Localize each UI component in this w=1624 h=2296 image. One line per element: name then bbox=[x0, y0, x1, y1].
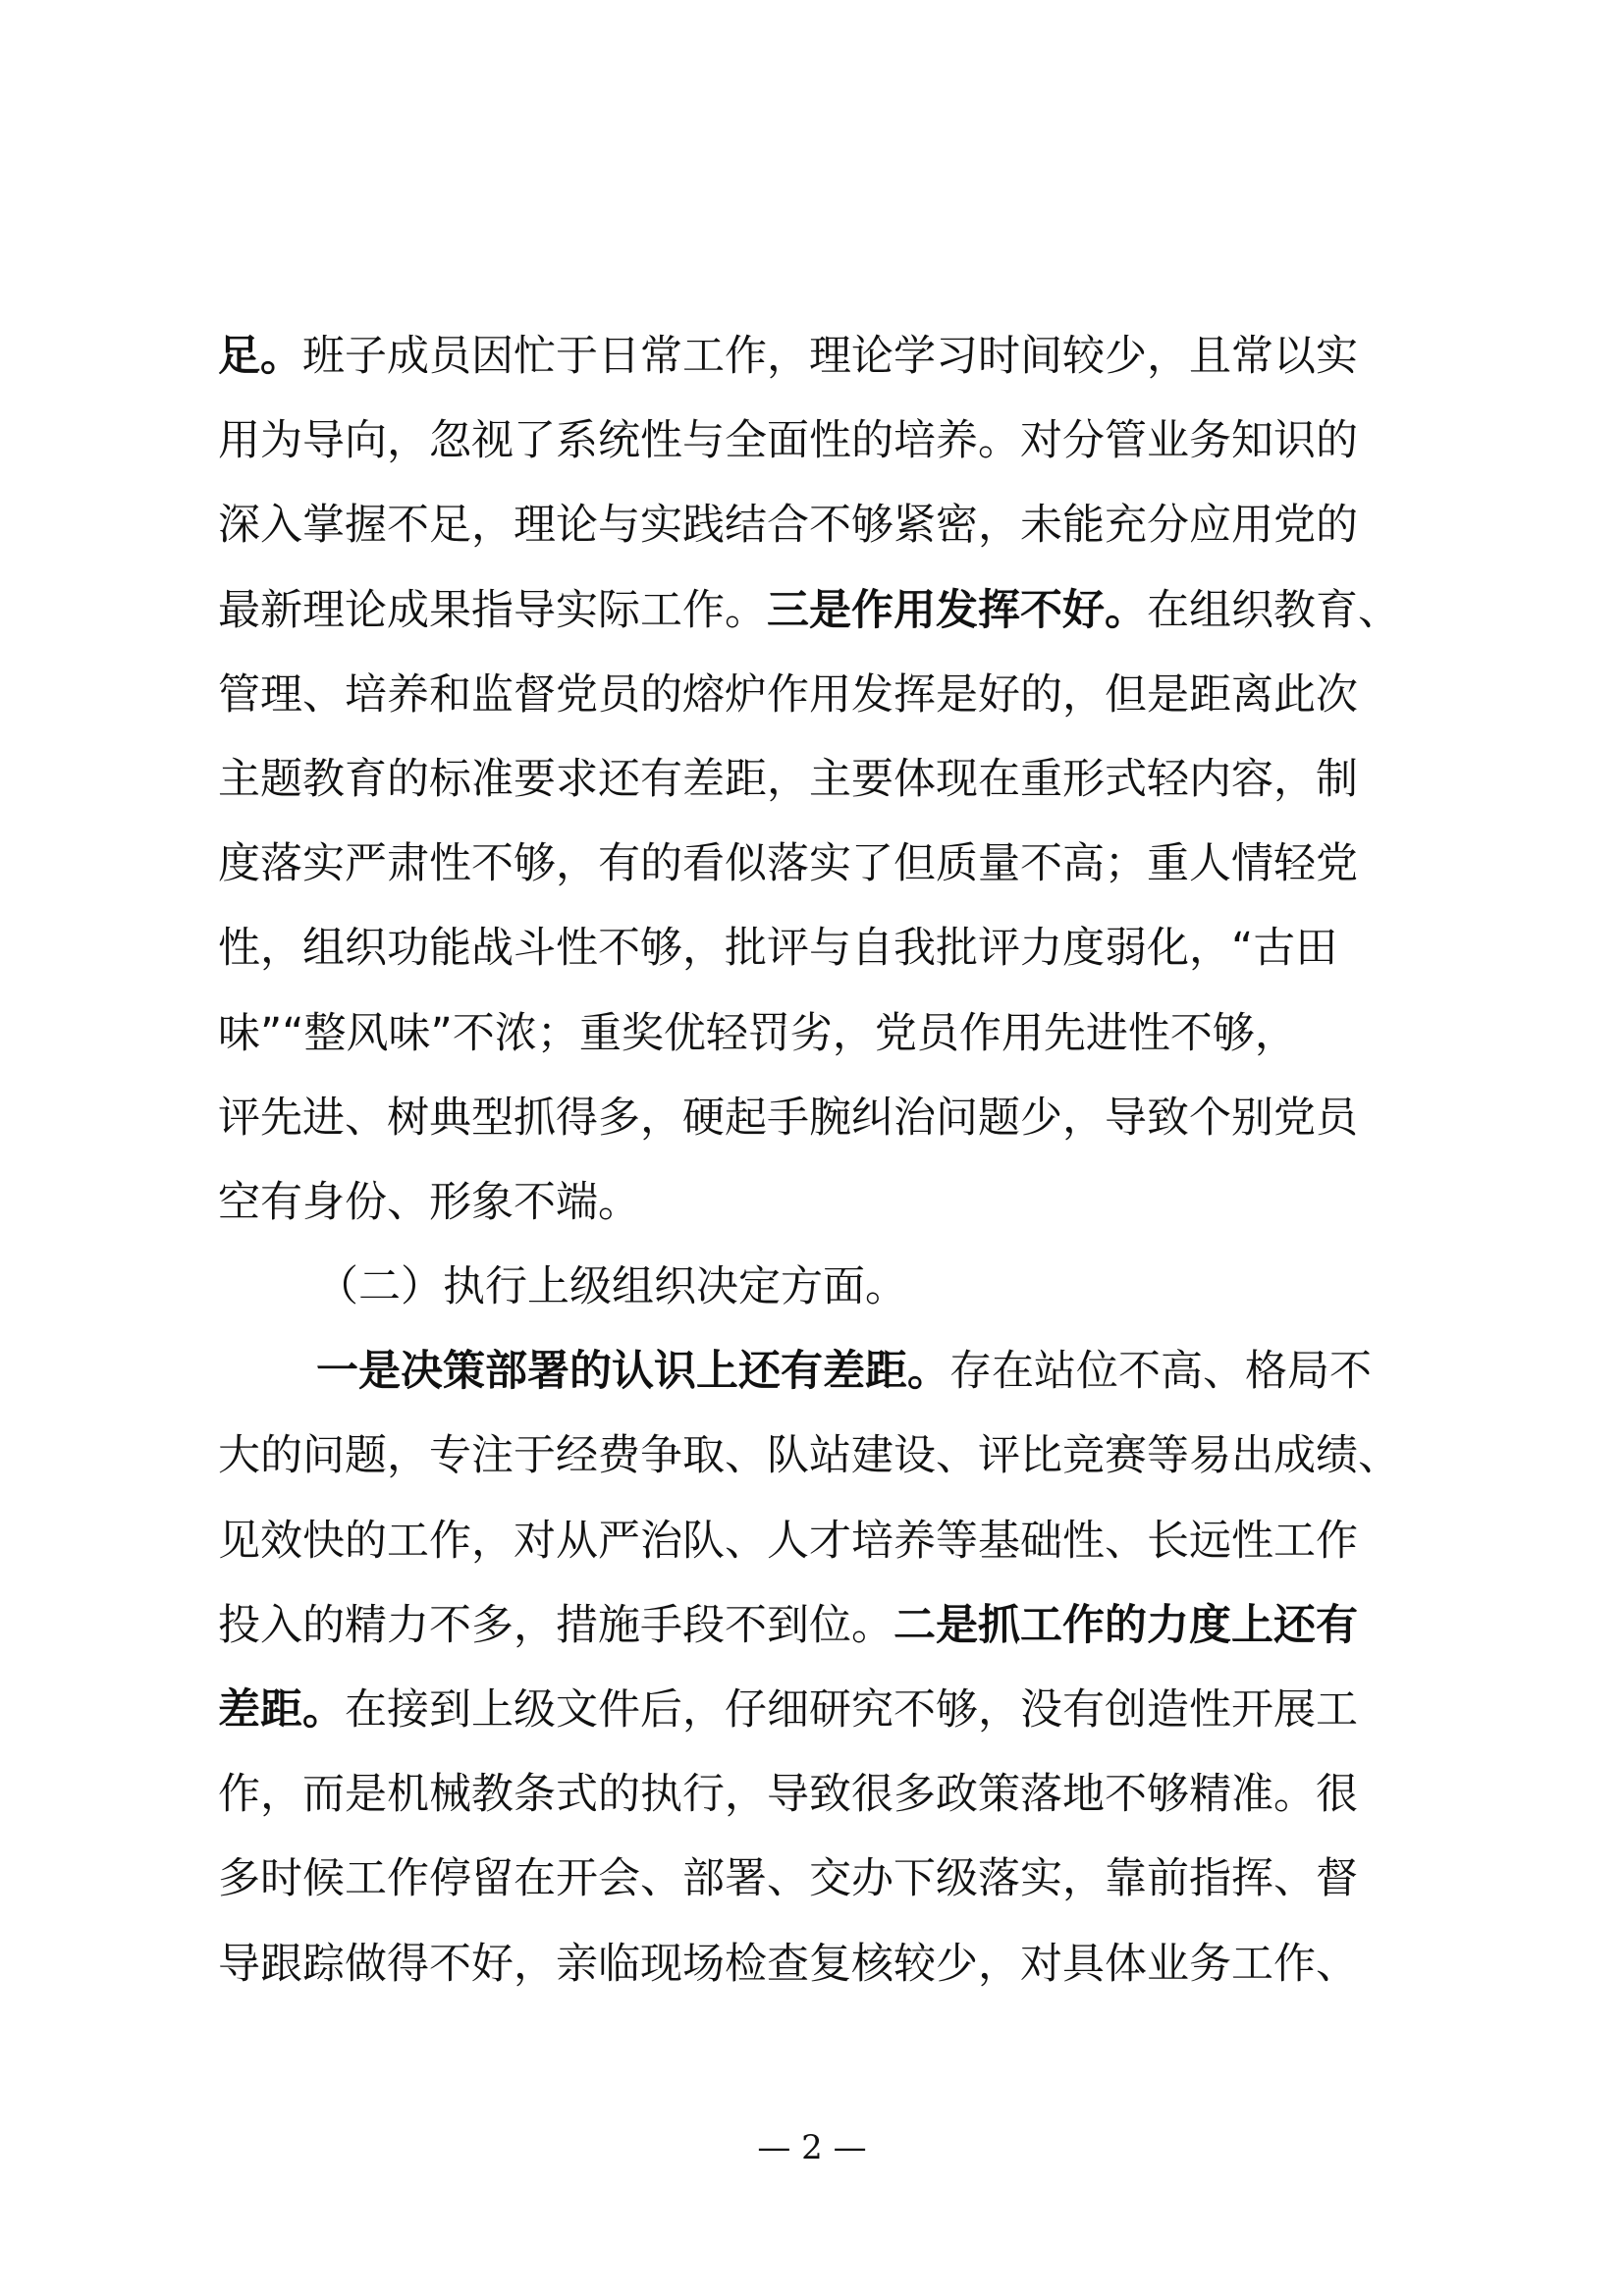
body-text-segment: （二）执行上级组织决定方面。 bbox=[316, 1262, 907, 1312]
body-text-segment: 最新理论成果指导实际工作。 bbox=[218, 585, 767, 635]
text-line bbox=[218, 737, 1435, 822]
text-line bbox=[218, 399, 1435, 483]
bold-heading-text: 二是抓工作的力度上还有 bbox=[893, 1600, 1358, 1650]
bold-heading-text: 足。 bbox=[218, 332, 302, 381]
body-text-segment: 度落实严肃性不够，有的看似落实了但质量不高；重人情轻党 bbox=[218, 839, 1358, 889]
body-text-segment: 存在站位不高、格局不 bbox=[949, 1347, 1372, 1397]
text-line bbox=[218, 1160, 1435, 1245]
text-line bbox=[218, 1583, 1435, 1668]
body-text-segment: 性，组织功能战斗性不够，批评与自我批评力度弱化，“古田 bbox=[218, 924, 1338, 974]
body-text-segment: 空有身份、形象不端。 bbox=[218, 1177, 640, 1227]
text-line bbox=[218, 906, 1435, 990]
text-line bbox=[218, 1414, 1435, 1498]
text-line bbox=[218, 1499, 1435, 1583]
text-line bbox=[218, 568, 1435, 653]
page-number: — 2 — bbox=[757, 2128, 867, 2167]
text-line bbox=[218, 653, 1435, 737]
text-line bbox=[218, 1922, 1435, 2006]
body-text-segment: 深入掌握不足，理论与实践结合不够紧密，未能充分应用党的 bbox=[218, 501, 1358, 551]
body-text-segment: 主题教育的标准要求还有差距，主要体现在重形式轻内容，制 bbox=[218, 754, 1358, 804]
document-body bbox=[218, 314, 1435, 2006]
text-line bbox=[218, 991, 1435, 1076]
body-text-segment: 投入的精力不多，措施手段不到位。 bbox=[218, 1600, 893, 1650]
body-text-segment: 管理、培养和监督党员的熔炉作用发挥是好的，但是距离此次 bbox=[218, 669, 1358, 720]
body-text-segment: 班子成员因忙于日常工作，理论学习时间较少，且常以实 bbox=[302, 332, 1358, 381]
body-text-segment: 用为导向，忽视了系统性与全面性的培养。对分管业务知识的 bbox=[218, 416, 1358, 466]
text-line bbox=[218, 1245, 1435, 1329]
text-line bbox=[218, 1837, 1435, 1921]
body-text-segment: 在组织教育、 bbox=[1147, 585, 1400, 635]
body-text-segment: 味”“整风味”不浓；重奖优轻罚劣，党员作用先进性不够， bbox=[218, 1008, 1297, 1058]
body-text-segment: 大的问题，专注于经费争取、队站建设、评比竞赛等易出成绩、 bbox=[218, 1431, 1400, 1481]
text-line bbox=[218, 1076, 1435, 1160]
text-line bbox=[218, 1752, 1435, 1837]
text-line bbox=[218, 822, 1435, 906]
body-text-segment: 导跟踪做得不好，亲临现场检查复核较少，对具体业务工作、 bbox=[218, 1939, 1358, 1989]
text-line bbox=[218, 1329, 1435, 1414]
body-text-segment: 作，而是机械教条式的执行，导致很多政策落地不够精准。很 bbox=[218, 1770, 1358, 1820]
bold-heading-text: 差距。 bbox=[218, 1685, 345, 1735]
body-text-segment: 在接到上级文件后，仔细研究不够，没有创造性开展工 bbox=[345, 1685, 1358, 1735]
bold-heading-text: 三是作用发挥不好。 bbox=[767, 585, 1147, 635]
body-text-segment: 多时候工作停留在开会、部署、交办下级落实，靠前指挥、督 bbox=[218, 1854, 1358, 1904]
body-text-segment: 评先进、树典型抓得多，硬起手腕纠治问题少，导致个别党员 bbox=[218, 1093, 1358, 1143]
text-line bbox=[218, 314, 1435, 399]
text-line bbox=[218, 1668, 1435, 1752]
text-line bbox=[218, 483, 1435, 567]
body-text-segment: 见效快的工作，对从严治队、人才培养等基础性、长远性工作 bbox=[218, 1516, 1358, 1566]
bold-heading-text: 一是决策部署的认识上还有差距。 bbox=[316, 1347, 949, 1397]
